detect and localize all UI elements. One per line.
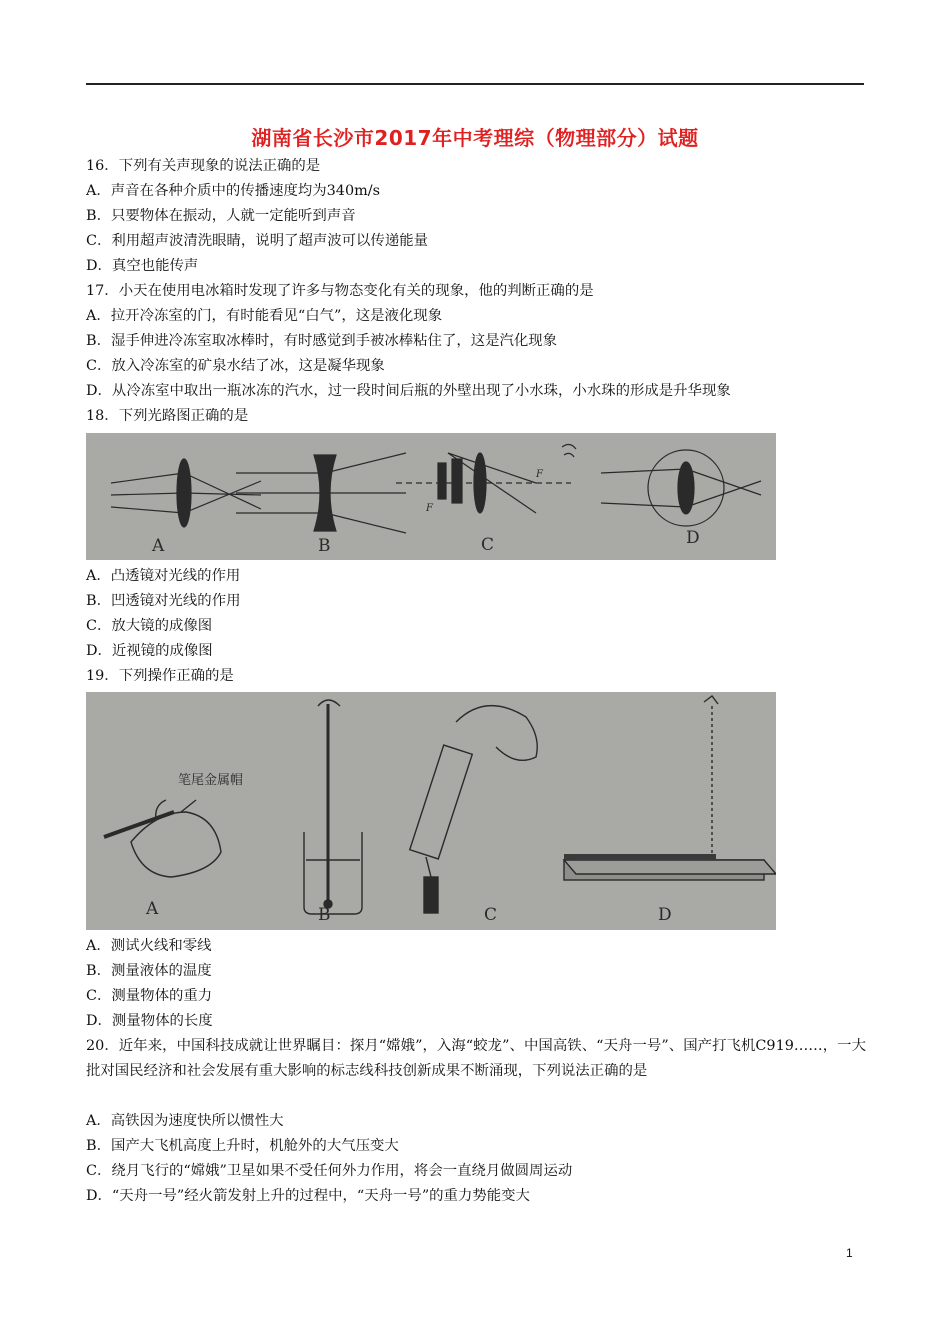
- concave-lens-diagram: [236, 453, 406, 533]
- q17-option-c: C．放入冷冻室的矿泉水结了冰，这是凝华现象: [86, 358, 385, 374]
- q18-label-b: B: [318, 536, 331, 556]
- q18-label-d: D: [686, 528, 700, 548]
- q17-option-d: D．从冷冻室中取出一瓶冰冻的汽水，过一段时间后瓶的外壁出现了小水珠，小水珠的形成是升华现象: [86, 383, 731, 399]
- q19-option-b: B．测量液体的温度: [86, 963, 212, 979]
- q18-label-c: C: [481, 535, 495, 555]
- q20-option-c: C．绕月飞行的“嫦娥”卫星如果不受任何外力作用，将会一直绕月做圆周运动: [86, 1163, 573, 1179]
- page-title: 湖南省长沙市2017年中考理综（物理部分）试题: [251, 126, 699, 150]
- q19-option-a: A．测试火线和零线: [86, 938, 212, 954]
- operations-diagrams: [86, 692, 776, 930]
- q17-option-a: A．拉开冷冻室的门，有时能看见“白气”，这是液化现象: [86, 308, 443, 324]
- q16-option-a: A．声音在各种介质中的传播速度均为340m/s: [86, 183, 380, 199]
- pen-caption: 笔尾金属帽: [178, 773, 244, 788]
- page-number: 1: [846, 1246, 853, 1260]
- spring-scale-diagram: [410, 706, 538, 913]
- thermometer-beaker-diagram: [304, 700, 362, 914]
- q18-label-a: A: [152, 536, 165, 556]
- q20-option-a: A．高铁因为速度快所以惯性大: [86, 1113, 284, 1129]
- q18-option-b: B．凹透镜对光线的作用: [86, 593, 241, 609]
- q18-stem: 18．下列光路图正确的是: [86, 408, 249, 424]
- q19-stem: 19．下列操作正确的是: [86, 668, 234, 684]
- q16-option-d: D．真空也能传声: [86, 258, 199, 274]
- q16-stem: 16．下列有关声现象的说法正确的是: [86, 158, 321, 174]
- q17-stem: 17．小天在使用电冰箱时发现了许多与物态变化有关的现象，他的判断正确的是: [86, 283, 594, 299]
- magnifier-diagram: [396, 444, 576, 513]
- q19-label-b: B: [318, 905, 331, 925]
- focus-label-right: F: [536, 469, 543, 480]
- q19-option-d: D．测量物体的长度: [86, 1013, 213, 1029]
- q19-option-c: C．测量物体的重力: [86, 988, 213, 1004]
- q16-option-b: B．只要物体在振动，人就一定能听到声音: [86, 208, 356, 224]
- q19-operations-figure: [86, 692, 776, 930]
- q19-label-d: D: [658, 905, 672, 925]
- q18-optics-figure: [86, 433, 776, 560]
- q20-stem: 20．近年来，中国科技成就让世界瞩目：探月“嫦娥”，入海“蛟龙”、中国高铁、“天舟一号”、国产打飞机C919……，一大批对国民经济和社会发展有重大影响的标志线科技创新成果不断涌现，下列说法正确的是: [86, 1038, 866, 1079]
- ruler-diagram: [564, 696, 776, 880]
- q20-option-b: B．国产大飞机高度上升时，机舱外的大气压变大: [86, 1138, 399, 1154]
- optics-diagrams: [86, 433, 776, 560]
- q17-option-b: B．湿手伸进冷冻室取冰棒时，有时感觉到手被冰棒粘住了，这是汽化现象: [86, 333, 558, 349]
- focus-label-left: F: [426, 503, 433, 514]
- eye-diagram: [601, 450, 761, 526]
- q18-option-c: C．放大镜的成像图: [86, 618, 213, 634]
- test-pen-diagram: [104, 800, 221, 877]
- q19-label-c: C: [484, 905, 498, 925]
- q19-label-a: A: [146, 899, 159, 919]
- q20-option-d: D．“天舟一号”经火箭发射上升的过程中，“天舟一号”的重力势能变大: [86, 1188, 530, 1204]
- q16-option-c: C．利用超声波清洗眼睛，说明了超声波可以传递能量: [86, 233, 428, 249]
- q18-option-d: D．近视镜的成像图: [86, 643, 213, 659]
- q18-option-a: A．凸透镜对光线的作用: [86, 568, 241, 584]
- header-rule: [86, 83, 864, 85]
